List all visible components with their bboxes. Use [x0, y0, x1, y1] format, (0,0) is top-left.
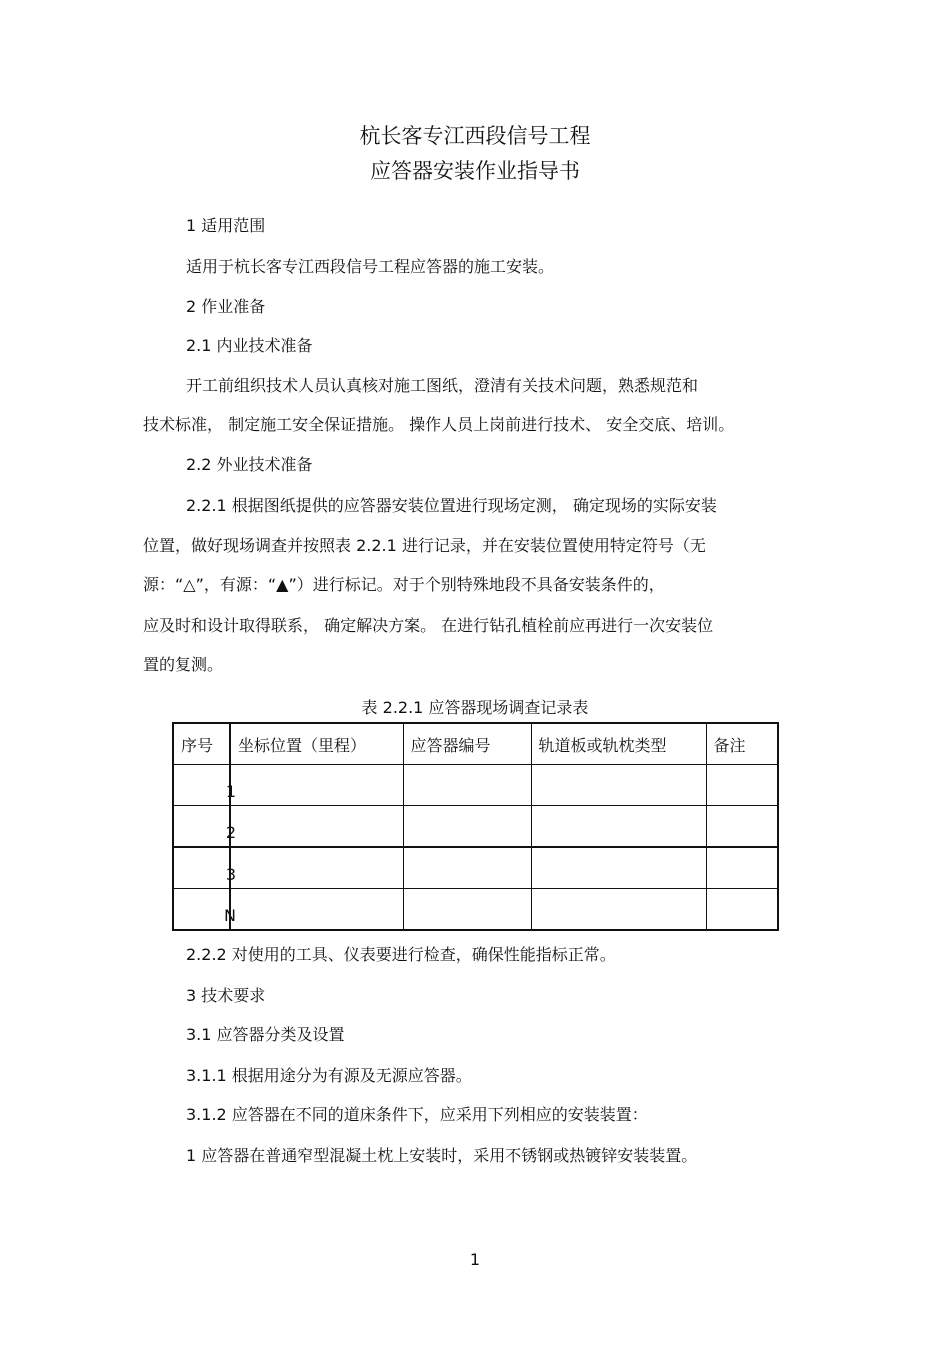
table-cell — [230, 889, 403, 931]
section-heading-3-1: 3.1 应答器分类及设置 — [186, 1025, 345, 1044]
table-caption: 表 2.2.1 应答器现场调查记录表 — [361, 698, 589, 717]
page-number: 1 — [469, 1250, 481, 1269]
table-cell — [531, 847, 706, 889]
table-row — [173, 847, 778, 889]
table-cell — [403, 765, 531, 806]
paragraph-2-1-line-1: 开工前组织技术人员认真核对施工图纸，澄清有关技术问题，熟悉规范和 — [186, 376, 699, 395]
table-cell — [403, 847, 531, 889]
header-track-type: 轨道板或轨枕类型 — [531, 723, 706, 765]
table-cell — [403, 889, 531, 931]
row-serial — [173, 806, 236, 848]
section-heading-2: 2 作业准备 — [186, 297, 266, 316]
survey-record-table — [172, 722, 779, 931]
paragraph-2-2-2: 2.2.2 对使用的工具、仪表要进行检查，确保性能指标正常。 — [186, 945, 616, 964]
header-balise-number: 应答器编号 — [403, 723, 531, 765]
table-cell — [531, 765, 706, 806]
paragraph-scope: 适用于杭长客专江西段信号工程应答器的施工安装。 — [186, 257, 555, 276]
section-heading-3: 3 技术要求 — [186, 986, 266, 1005]
row-serial — [173, 889, 236, 931]
paragraph-3-1-2-item-1: 1 应答器在普通窄型混凝土枕上安装时，采用不锈钢或热镀锌安装装置。 — [186, 1146, 698, 1165]
paragraph-3-1-1: 3.1.1 根据用途分为有源及无源应答器。 — [186, 1066, 472, 1085]
row-serial-text: 1 — [225, 782, 236, 801]
table-cell — [706, 847, 778, 889]
table-row — [173, 889, 778, 931]
section-heading-1: 1 适用范围 — [186, 216, 266, 235]
paragraph-2-1-line-2: 技术标准， 制定施工安全保证措施。 操作人员上岗前进行技术、 安全交底、培训。 — [143, 415, 735, 434]
table-cell — [531, 806, 706, 848]
paragraph-3-1-2: 3.1.2 应答器在不同的道床条件下，应采用下列相应的安装装置： — [186, 1105, 648, 1124]
table-cell — [706, 889, 778, 931]
table-row — [173, 806, 778, 848]
section-heading-2-2: 2.2 外业技术准备 — [186, 455, 313, 474]
section-heading-2-1: 2.1 内业技术准备 — [186, 336, 313, 355]
header-coordinate: 坐标位置（里程） — [230, 723, 403, 765]
row-serial-text: N — [224, 906, 236, 925]
paragraph-2-2-1-line-5: 置的复测。 — [143, 655, 224, 674]
table-cell — [706, 765, 778, 806]
table-cell — [706, 806, 778, 848]
table-cell — [230, 806, 403, 848]
paragraph-2-2-1-line-4: 应及时和设计取得联系， 确定解决方案。 在进行钻孔植栓前应再进行一次安装位 — [143, 616, 714, 635]
table-cell — [230, 847, 403, 889]
table-cell — [531, 889, 706, 931]
document-title-line-2: 应答器安装作业指导书 — [370, 159, 580, 183]
row-serial — [173, 765, 236, 806]
header-remarks: 备注 — [706, 723, 778, 765]
paragraph-2-2-1-line-1: 2.2.1 根据图纸提供的应答器安装位置进行现场定测， 确定现场的实际安装 — [186, 496, 717, 515]
row-serial — [173, 847, 236, 889]
table-header-row — [173, 723, 778, 765]
paragraph-2-2-1-line-2: 位置，做好现场调查并按照表 2.2.1 进行记录，并在安装位置使用特定符号（无 — [143, 536, 706, 555]
paragraph-2-2-1-line-3: 源：“△”，有源：“▲”）进行标记。对于个别特殊地段不具备安装条件的， — [143, 575, 665, 594]
row-serial-text: 2 — [225, 823, 236, 842]
row-serial-text: 3 — [225, 865, 236, 884]
table-cell — [230, 765, 403, 806]
header-serial: 序号 — [173, 723, 230, 765]
document-title-line-1: 杭长客专江西段信号工程 — [359, 124, 591, 148]
table-cell — [403, 806, 531, 848]
table-row — [173, 765, 778, 806]
